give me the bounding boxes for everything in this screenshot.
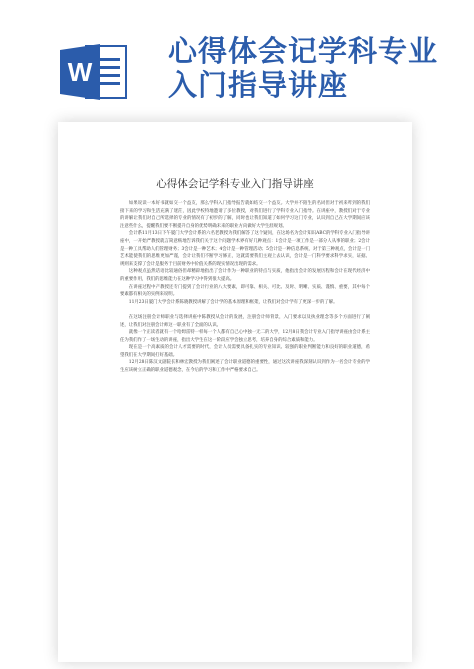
paragraph: 如果说读一本好书就如交一个益友，那么学科入门指导报告就如结交一个益友。大学并不陌生的名词但对于初来咋到的我们接下来的学习和生活充满了迷茫，因此学校特地邀请了多位教授，对我们进行了学科专业入门指导。在讲座中，教授们对于专业的讲解让我们对自己所选择的专业的情况有了初步的了解，同时也让我们知道了如何学习这门专业，认识到自己在大学期间应该注意些什么，提醒我们要不断提升自身的优势明确未来的职业方向做好大学生涯规划。 (120, 201, 370, 229)
paragraph: 在这场注册会计师职业与选择讲座中陈教授从会计的发展，注册会计师背景，入门要求以及执业理念等多个方面进行了阐述，让我们对注册会计师这一职业有了全面的认识。 (120, 314, 370, 328)
document-preview (58, 122, 412, 662)
paragraph: 12月28日陈汉文副院长和林宏教授为我们阐述了会计职业道德的重要性，通过这次讲座我深刻认识到作为一名会计专业的学生应该树立正确的职业道德观念，在今后的学习和工作中严格要求自己。 (120, 360, 370, 374)
paragraph: 会计系11月13日下午厦门大学会计系的六名老教授为我们解答了这个疑问，在这场名为会计知识ABC的学科专业入门指导讲座中，一开始严教授就言简意赅地告诉我们关于这个问题学术界有好几种观点：1会计是一项工作是一部分人从事的职业；2会计是一种工具帮助人们管理财务；3会计是一种艺术；4会计是一种管理活动；5会计是一种信息系统，对于第三种观点，会计是一门艺术能使我们的思维更加严谨，会计让我们不断学习修正，这就需要我们主观上去认识，会计是一门科学要求科学求实，证据、规则来支撑了会计是服务于目前财务中价值关系的现实情况出现的需求。 (120, 231, 370, 267)
word-icon-letter: W (67, 57, 93, 87)
document-body (120, 200, 370, 375)
paragraph: 现在是一个高素质的会计人才需要的时代，会计人员需要具备扎实的专业知识、较强的职业判断能力和良好的职业道德，希望我们在大学期间打好基础。 (120, 345, 370, 358)
paragraph: 11月23日厦门大学会计系陈晓教授讲解了会计学的基本原理和框架，让我们对会计学有了更深一步的了解。 (128, 299, 338, 305)
header-banner (0, 0, 474, 122)
document-title: 心得体会记学科专业入门指导讲座 (156, 178, 314, 190)
page-title: 心得体会记学科专业入门指导讲座 (168, 34, 439, 102)
paragraph: 在讲座过程中产教授还专门提到了会计行业的八大要素，即可靠、相关、可比、及时、明晰、实质、谨慎、重要，其中每个要素都有相关的实例来说明。 (120, 284, 370, 298)
word-icon (60, 42, 130, 102)
paragraph: 这种观点虽然话语比较通俗但却精辟地指出了会计作为一种职业的特点与实质，他指出会计的发展历程和会计在现代经济中的重要作用，我们的思维能力在这种学习中得到很大提高。 (120, 269, 370, 282)
paragraph: 就像一个正读者就有一个哈姆雷特一样每一个人都有自己心中独一无二的大学，12月8日我会计专业入门指导讲座由会计系主任为我们作了一场生动的讲座，指出大学生在这一阶段应学会独立思考，培养自身的综合素质和能力。 (120, 330, 370, 343)
document-page (72, 134, 398, 650)
